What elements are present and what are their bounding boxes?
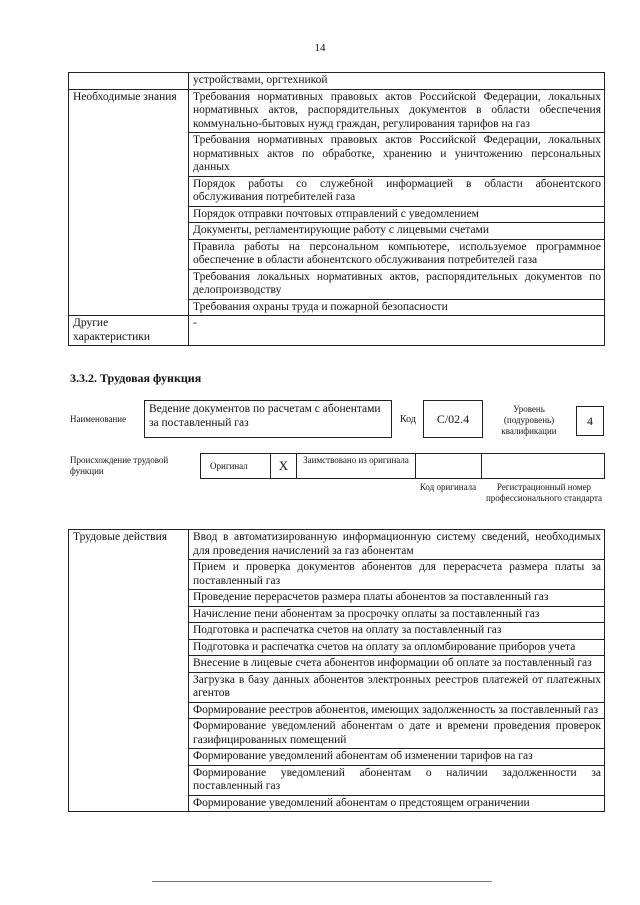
knowledge-item: Документы, регламентирующие работу с лицевыми счетами	[189, 223, 605, 240]
page-number: 14	[314, 42, 326, 54]
knowledge-item: Порядок работы со служебной информацией в области абонентского обслуживания потребителей газа	[189, 176, 605, 206]
table-row	[69, 530, 605, 560]
origin-label: Происхождение трудовой функции	[70, 455, 169, 476]
action-item: Проведение перерасчетов размера платы абонентов за поставленный газ	[189, 590, 605, 607]
action-item: Внесение в лицевые счета абонентов информации об оплате за поставленный газ	[189, 656, 605, 673]
actions-table	[68, 529, 605, 812]
original-checkbox[interactable]: X	[270, 453, 297, 479]
other-label: Другие характеристики	[69, 316, 189, 346]
action-item: Начисление пени абонентам за просрочку оплаты за поставленный газ	[189, 606, 605, 623]
continuation-cell: устройствами, оргтехникой	[189, 73, 605, 90]
action-item: Формирование уведомлений абонентам о наличии задолженности за поставленный газ	[189, 765, 605, 795]
table-cell	[69, 73, 189, 90]
footer-rule	[152, 881, 492, 882]
table-row	[69, 89, 605, 133]
original-label: Оригинал	[210, 461, 248, 471]
knowledge-item: Требования нормативных правовых актов Российской Федерации, локальных нормативных актов, распорядительных документов в области обеспечения коммунально-бытовых нужд граждан, регулирования тарифов на газ	[189, 89, 605, 133]
action-item: Загрузка в базу данных абонентов электронных реестров платежей от платежных агентов	[189, 672, 605, 702]
action-item: Формирование уведомлений абонентам о дате и времени проведения проверок газифицированных помещений	[189, 719, 605, 749]
knowledge-table	[68, 72, 605, 346]
knowledge-item: Правила работы на персональном компьютере, используемое программное обеспечение в области абонентского обслуживания потребителей газа	[189, 239, 605, 269]
knowledge-item: Требования нормативных правовых актов Российской Федерации, локальных нормативных актов по обработке, хранению и уничтожению персональных данных	[189, 133, 605, 177]
knowledge-item: Требования охраны труда и пожарной безопасности	[189, 299, 605, 316]
action-item: Подготовка и распечатка счетов на оплату за опломбирование приборов учета	[189, 639, 605, 656]
function-name-box: Ведение документов по расчетам с абонентами за поставленный газ	[144, 400, 392, 438]
other-value: -	[189, 316, 605, 346]
action-item: Формирование уведомлений абонентам об изменении тарифов на газ	[189, 749, 605, 766]
action-item: Формирование уведомлений абонентам о предстоящем ограничении	[189, 795, 605, 812]
action-item: Формирование реестров абонентов, имеющих задолженность за поставленный газ	[189, 702, 605, 719]
code-box: С/02.4	[423, 400, 483, 438]
divider	[415, 453, 416, 479]
level-label: Уровень (подуровень) квалификации	[501, 404, 557, 436]
table-row	[69, 73, 605, 90]
knowledge-item: Порядок отправки почтовых отправлений с уведомлением	[189, 206, 605, 223]
name-label: Наименование	[70, 414, 127, 424]
code-label: Код	[400, 414, 416, 425]
level-box: 4	[576, 406, 604, 436]
knowledge-item: Требования локальных нормативных актов, распорядительных документов по делопроизводству	[189, 269, 605, 299]
borrowed-label: Заимствовано из оригинала	[303, 455, 409, 465]
actions-label: Трудовые действия	[69, 530, 189, 812]
code-caption: Код оригинала	[419, 482, 477, 492]
section-title: 3.3.2. Трудовая функция	[70, 371, 202, 385]
action-item: Ввод в автоматизированную информационную систему сведений, необходимых для проведения начислений за газ абонентам	[189, 530, 605, 560]
knowledge-label: Необходимые знания	[69, 89, 189, 316]
action-item: Подготовка и распечатка счетов на оплату за поставленный газ	[189, 623, 605, 640]
table-row	[69, 316, 605, 346]
action-item: Прием и проверка документов абонентов для перерасчета размера платы за поставленный газ	[189, 560, 605, 590]
reg-caption: Регистрационный номер профессионального стандарта	[485, 482, 603, 503]
divider	[481, 453, 482, 479]
